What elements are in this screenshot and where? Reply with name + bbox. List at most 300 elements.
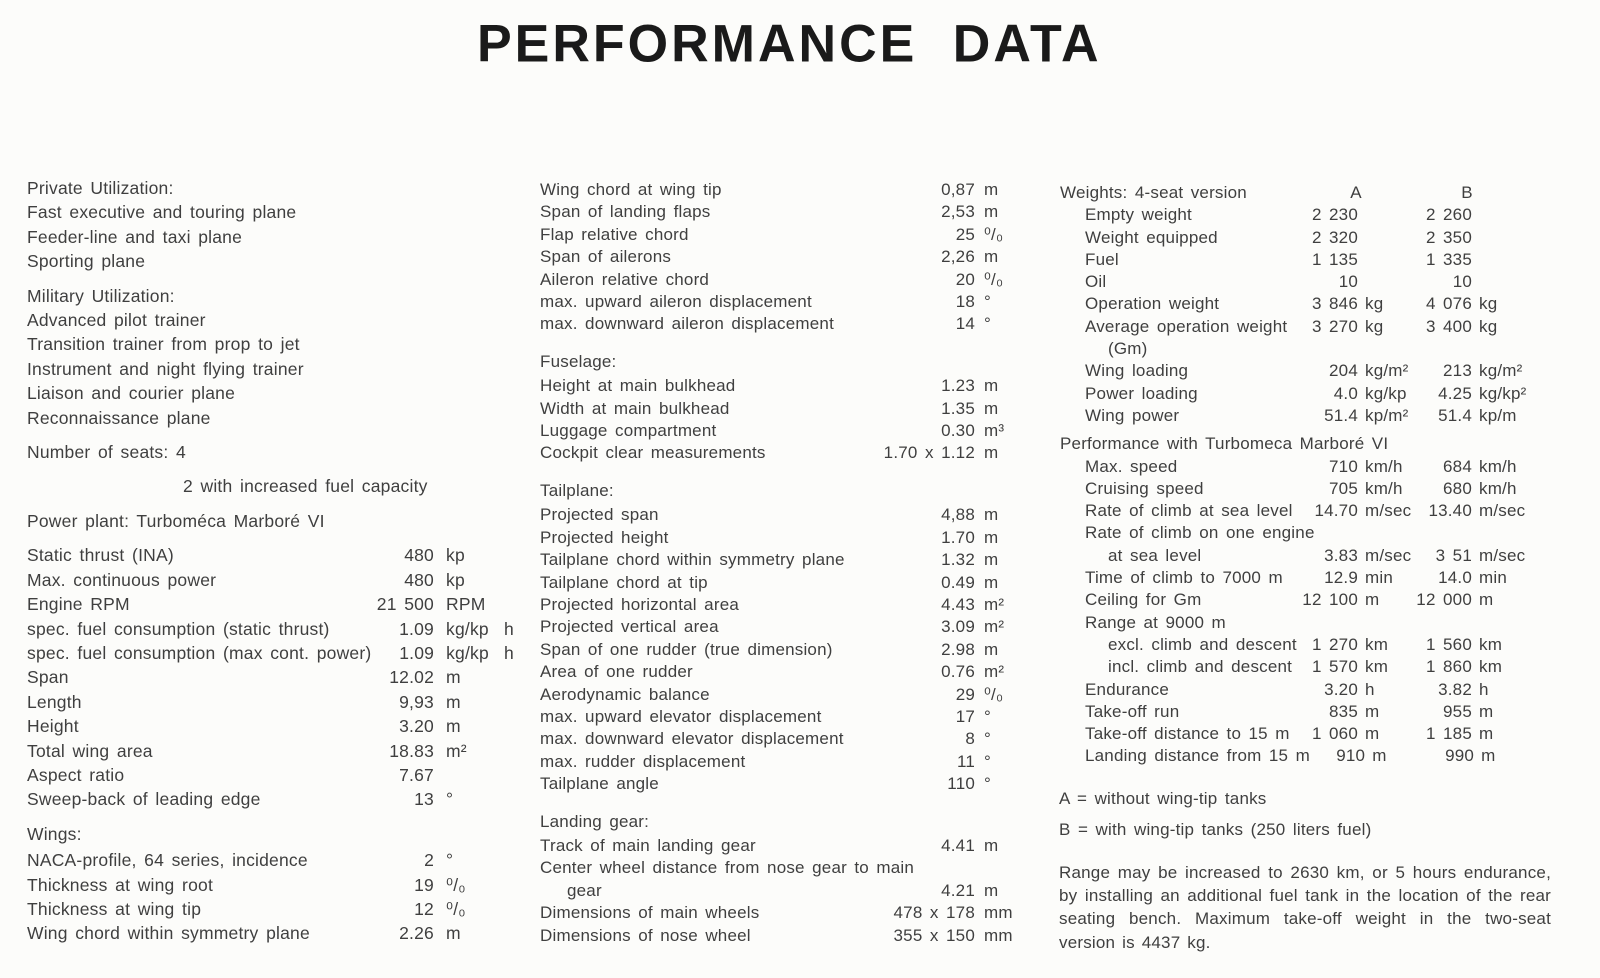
spec-label: Span of one rudder (true dimension) <box>540 639 833 659</box>
spec-value: 1.09 <box>399 618 434 639</box>
spec-unit-a: kg/m² <box>1365 361 1409 381</box>
spec-row <box>27 592 514 616</box>
spec-unit: m <box>984 202 999 222</box>
spec-value: 2 <box>424 850 434 871</box>
spec-row <box>540 572 1010 594</box>
spec-row <box>540 442 1010 464</box>
spec-value: 12 <box>414 898 434 919</box>
text-line: Center wheel distance from nose gear to main <box>540 858 915 878</box>
spec-label: Power loading <box>1085 383 1198 403</box>
spec-value-a: 14.70 <box>1314 501 1358 521</box>
spec-row <box>540 773 1010 795</box>
spec-value-b: 684 <box>1443 456 1472 476</box>
spec-value: 2,26 <box>941 247 975 267</box>
spec-row <box>1060 383 1527 405</box>
spec-unit: m <box>446 667 461 688</box>
spec-unit-b: m <box>1479 590 1494 610</box>
spec-unit: kp <box>446 545 465 566</box>
spec-unit: m² <box>984 662 1005 682</box>
spec-row <box>1060 360 1522 382</box>
spec-unit-b: h <box>1479 679 1489 699</box>
spec-label: Cruising speed <box>1085 478 1204 498</box>
spec-value-b: 1 560 <box>1425 634 1472 654</box>
spec-row <box>1060 589 1522 611</box>
column-left <box>27 176 514 946</box>
spec-label: at sea level <box>1108 545 1202 565</box>
spec-unit: mm <box>984 925 1013 945</box>
spec-label: Max. speed <box>1085 456 1178 476</box>
spec-value-b: 10 <box>1452 272 1472 292</box>
spec-unit: m <box>984 247 999 267</box>
spec-row <box>27 543 514 567</box>
spec-value: 7.67 <box>399 764 434 785</box>
spec-value-a: 705 <box>1329 478 1358 498</box>
spec-value: 20 <box>955 269 975 289</box>
spec-label: gear <box>567 880 602 900</box>
spec-value-a: 3 846 <box>1311 294 1358 314</box>
spec-row <box>1060 545 1526 567</box>
spec-label: Endurance <box>1085 679 1170 699</box>
spec-unit-a <box>1358 271 1412 293</box>
spec-value: 110 <box>947 774 975 794</box>
footnote-a: A = without wing-tip tanks <box>1059 789 1267 808</box>
spec-value-a: 204 <box>1329 361 1358 381</box>
spec-label: max. upward elevator displacement <box>540 706 822 726</box>
spec-label: Tailplane angle <box>540 774 659 794</box>
spec-value-b: 2 260 <box>1425 205 1472 225</box>
spec-value: 355 x 150 <box>893 925 975 945</box>
spec-label: Weights: 4-seat version <box>1060 183 1247 202</box>
spec-unit: ° <box>984 314 991 334</box>
spec-label: Take-off run <box>1085 701 1180 721</box>
spec-unit-a: km <box>1365 657 1389 677</box>
spec-unit-b: km/h <box>1479 456 1517 476</box>
spec-row <box>540 375 1010 397</box>
spec-row <box>540 835 1010 857</box>
spec-value: 9,93 <box>399 691 434 712</box>
spec-label: Thickness at wing tip <box>27 898 202 919</box>
spec-value: 4,88 <box>941 505 975 525</box>
spec-value-a: 2 230 <box>1311 205 1358 225</box>
spec-value: 480 <box>404 569 434 590</box>
spec-label: Projected vertical area <box>540 617 719 637</box>
section <box>540 811 1013 947</box>
section-heading: Landing gear: <box>540 811 650 831</box>
spec-row <box>1060 271 1522 293</box>
spec-label: Span <box>27 667 69 688</box>
spec-unit-b: kp/m <box>1479 405 1517 425</box>
spec-label: Wing chord at wing tip <box>540 180 722 199</box>
spec-unit-b: m/sec <box>1479 545 1526 565</box>
spec-row <box>540 179 1010 201</box>
section <box>540 179 1010 336</box>
spec-unit-a: m <box>1365 701 1380 721</box>
spec-label: Aspect ratio <box>27 764 125 785</box>
spec-unit: m <box>446 923 461 944</box>
spec-label: Height <box>27 716 79 737</box>
spec-row <box>540 902 1013 924</box>
spec-unit-b: km <box>1479 657 1503 677</box>
spec-unit-b <box>1472 204 1522 226</box>
spec-label: Wing chord within symmetry plane <box>27 923 310 944</box>
spec-value-b: 680 <box>1443 478 1472 498</box>
spec-row <box>27 787 514 811</box>
spec-label: Aileron relative chord <box>540 269 710 289</box>
spec-label: Aerodynamic balance <box>540 684 710 704</box>
spec-row <box>540 398 1010 420</box>
spec-label: Weight equipped <box>1085 227 1218 247</box>
spec-row <box>540 616 1010 638</box>
column-right <box>1060 182 1527 768</box>
spec-row <box>540 313 1010 335</box>
spec-value: 1.35 <box>941 398 975 418</box>
spec-value: 0.30 <box>941 421 975 441</box>
spec-label: Fuel <box>1085 249 1119 269</box>
spec-label: max. upward aileron displacement <box>540 292 812 312</box>
spec-unit-b: kg <box>1479 294 1498 314</box>
spec-row <box>27 641 514 665</box>
spec-value-a: 1 270 <box>1311 634 1358 654</box>
spec-row <box>540 246 1010 268</box>
spec-value: 2,53 <box>941 202 975 222</box>
spec-value-b: 2 350 <box>1425 227 1472 247</box>
spec-unit-b: m <box>1481 746 1496 766</box>
spec-value-b: 213 <box>1443 361 1472 381</box>
spec-value: 0,87 <box>941 180 975 199</box>
spec-label: Width at main bulkhead <box>540 398 730 418</box>
text-line: 2 with increased fuel capacity <box>183 476 428 497</box>
spec-row <box>1060 679 1522 701</box>
spec-value: 2.26 <box>399 923 434 944</box>
spec-unit-b: m/sec <box>1479 501 1526 521</box>
spec-value: 1.70 <box>941 527 975 547</box>
spec-value: 18 <box>955 292 975 312</box>
spec-value-b: 14.0 <box>1438 568 1472 588</box>
spec-row <box>540 269 1010 291</box>
text-line: Reconnaissance plane <box>27 407 211 428</box>
spec-value: 11 <box>956 751 975 771</box>
spec-label: Area of one rudder <box>540 662 693 682</box>
spec-unit-a: h <box>1365 679 1375 699</box>
spec-value-b: 955 <box>1443 701 1472 721</box>
spec-label: Empty weight <box>1085 205 1192 225</box>
text-line: Power plant: Turboméca Marboré VI <box>27 510 325 531</box>
text-line: Rate of climb on one engine <box>1085 523 1315 543</box>
spec-row <box>1060 316 1522 338</box>
spec-value-a: 1 135 <box>1311 249 1358 269</box>
spec-row <box>1060 656 1522 678</box>
spec-value: 0.49 <box>941 572 975 592</box>
section-heading: Tailplane: <box>540 480 614 500</box>
spec-unit-a: m <box>1365 590 1380 610</box>
spec-unit: m <box>984 505 999 525</box>
spec-row <box>540 639 1010 661</box>
text-line: Number of seats: 4 <box>27 442 186 463</box>
section <box>27 822 514 946</box>
spec-label: Span of landing flaps <box>540 202 711 222</box>
section <box>1060 433 1526 767</box>
spec-unit-b: km/h <box>1479 478 1517 498</box>
spec-value: 29 <box>955 684 975 704</box>
spec-value-b: 3 51 <box>1435 545 1472 565</box>
spec-unit-b <box>1472 271 1522 293</box>
spec-value: 25 <box>955 224 975 244</box>
spec-unit: ° <box>984 751 991 771</box>
spec-value: 2.98 <box>941 639 975 659</box>
spec-unit: kg/kp h <box>446 618 514 639</box>
spec-value: 480 <box>404 545 434 566</box>
spec-unit-b <box>1472 227 1522 249</box>
page-title: PERFORMANCE DATA <box>477 14 1102 74</box>
spec-unit: ⁰/₀ <box>984 269 1004 289</box>
spec-row <box>540 201 1010 223</box>
spec-unit: m <box>984 880 999 900</box>
spec-unit-a: m/sec <box>1365 545 1412 565</box>
spec-row <box>540 728 1010 750</box>
spec-unit-a <box>1358 227 1412 249</box>
spec-unit-a: kp/m² <box>1365 405 1409 425</box>
spec-label: Rate of climb at sea level <box>1085 501 1293 521</box>
section <box>540 480 1010 796</box>
spec-unit: ⁰/₀ <box>446 898 466 919</box>
spec-unit-b: m <box>1479 724 1494 744</box>
section <box>27 440 514 464</box>
text-line: Range at 9000 m <box>1085 612 1226 632</box>
spec-row <box>27 848 514 872</box>
spec-label: Span of ailerons <box>540 247 672 267</box>
spec-value: 18.83 <box>389 740 434 761</box>
spec-row <box>1060 478 1522 500</box>
spec-label: Sweep-back of leading edge <box>27 789 261 810</box>
spec-value: 14 <box>955 314 975 334</box>
spec-label: spec. fuel consumption (static thrust) <box>27 618 330 639</box>
spec-unit: ⁰/₀ <box>446 874 466 895</box>
spec-row <box>540 706 1010 728</box>
spec-row <box>1060 227 1522 249</box>
spec-unit: ° <box>984 774 991 794</box>
section <box>27 509 514 533</box>
text-line: Performance with Turbomeca Marboré VI <box>1060 434 1389 454</box>
spec-row <box>27 921 514 945</box>
spec-row <box>540 291 1010 313</box>
spec-row <box>1060 500 1526 522</box>
spec-row <box>1060 723 1522 745</box>
spec-value-b: 3.82 <box>1438 679 1472 699</box>
spec-value: 478 x 178 <box>893 903 975 923</box>
spec-row <box>27 665 514 689</box>
spec-label: Tailplane chord within symmetry plane <box>540 550 845 570</box>
spec-label: Height at main bulkhead <box>540 376 736 396</box>
spec-unit: m <box>984 376 999 396</box>
spec-label: incl. climb and descent <box>1108 657 1293 677</box>
spec-value: 1.70 x 1.12 <box>883 443 975 463</box>
spec-row <box>1060 634 1522 656</box>
text-line: Feeder-line and taxi plane <box>27 226 243 247</box>
spec-row <box>1060 204 1522 226</box>
spec-unit-b <box>1472 249 1522 271</box>
spec-row <box>540 751 1010 773</box>
spec-value: 4.21 <box>941 880 975 900</box>
spec-unit-b: kg <box>1479 316 1498 336</box>
spec-value-a: 710 <box>1329 456 1358 476</box>
spec-row <box>540 504 1010 526</box>
spec-label: Max. continuous power <box>27 569 217 590</box>
spec-row <box>1060 701 1522 723</box>
spec-label: max. rudder displacement <box>540 751 746 771</box>
spec-value-a: 3.20 <box>1324 679 1358 699</box>
spec-unit: m² <box>446 740 467 761</box>
spec-label: Thickness at wing root <box>27 874 214 895</box>
spec-value-b: 51.4 <box>1438 405 1472 425</box>
column-middle <box>540 179 1013 947</box>
spec-value-a: 3 270 <box>1311 316 1358 336</box>
spec-unit-b: km <box>1479 634 1503 654</box>
spec-unit-b: min <box>1479 568 1507 588</box>
section <box>1060 182 1527 427</box>
spec-unit: m <box>446 716 461 737</box>
text-line: (Gm) <box>1108 339 1148 359</box>
spec-row <box>1060 745 1522 767</box>
spec-row <box>540 594 1010 616</box>
section <box>27 284 514 430</box>
spec-label: NACA-profile, 64 series, incidence <box>27 850 308 871</box>
spec-value-a: A <box>1350 183 1362 202</box>
spec-row <box>27 897 514 921</box>
spec-unit-a: kg <box>1365 294 1384 314</box>
spec-label: Landing distance from 15 m <box>1085 746 1310 766</box>
spec-label: Ceiling for Gm <box>1085 590 1202 610</box>
spec-label: Cockpit clear measurements <box>540 443 766 463</box>
spec-label: max. downward aileron displacement <box>540 314 834 334</box>
spec-value-a: 2 320 <box>1311 227 1358 247</box>
spec-unit: ° <box>446 850 454 871</box>
spec-row <box>540 684 1010 706</box>
spec-value: 12.02 <box>389 667 434 688</box>
section-heading: Fuselage: <box>540 351 617 371</box>
spec-row <box>27 873 514 897</box>
spec-row <box>27 568 514 592</box>
spec-unit: m <box>984 572 999 592</box>
text-line: Sporting plane <box>27 251 146 272</box>
spec-label: Flap relative chord <box>540 224 689 244</box>
spec-value: 1.09 <box>399 642 435 663</box>
spec-value-b: 990 <box>1445 746 1475 766</box>
spec-row <box>27 739 514 763</box>
spec-row <box>1060 293 1522 315</box>
spec-row <box>27 617 514 641</box>
spec-unit-a: kg/kp <box>1365 383 1407 403</box>
spec-row <box>1060 456 1522 478</box>
spec-unit-a: km/h <box>1365 456 1403 476</box>
spec-row <box>540 925 1013 947</box>
spec-unit: ° <box>984 292 991 312</box>
spec-unit: m <box>984 527 999 547</box>
spec-row <box>27 714 514 738</box>
spec-unit: ° <box>446 789 454 810</box>
section <box>540 351 1010 465</box>
text-line: Fast executive and touring plane <box>27 202 297 223</box>
spec-value: 4.43 <box>941 594 975 614</box>
spec-value: 3.20 <box>399 716 434 737</box>
spec-row <box>540 420 1010 442</box>
spec-row <box>27 690 514 714</box>
spec-unit: RPM <box>446 594 486 615</box>
spec-unit-a: min <box>1365 568 1393 588</box>
spec-value-a: 1 060 <box>1311 724 1358 744</box>
spec-unit: m³ <box>984 421 1005 441</box>
spec-unit: m <box>984 443 999 463</box>
spec-value-b: 1 185 <box>1425 724 1472 744</box>
spec-row <box>540 661 1010 683</box>
spec-value-a: 835 <box>1329 701 1358 721</box>
spec-row <box>1060 405 1522 427</box>
spec-row <box>540 880 1010 902</box>
spec-unit-a <box>1358 204 1412 226</box>
spec-row <box>1060 567 1522 589</box>
spec-row <box>27 763 514 787</box>
spec-row <box>1060 182 1522 204</box>
section <box>27 474 514 498</box>
spec-value-a: 12 100 <box>1302 590 1358 610</box>
spec-label: Wing power <box>1085 405 1180 425</box>
spec-unit-a <box>1358 249 1412 271</box>
spec-value-a: 12.9 <box>1324 568 1358 588</box>
spec-row <box>1060 249 1522 271</box>
spec-unit: m² <box>984 594 1005 614</box>
spec-unit: m <box>984 550 999 570</box>
text-line: Instrument and night flying trainer <box>27 358 304 379</box>
text-line: Transition trainer from prop to jet <box>27 334 300 355</box>
spec-value-b: 1 860 <box>1425 657 1472 677</box>
spec-value-a: 910 <box>1336 746 1366 766</box>
spec-value-b: 12 000 <box>1416 590 1472 610</box>
spec-label: Tailplane chord at tip <box>540 572 708 592</box>
spec-value-a: 3.83 <box>1324 545 1358 565</box>
spec-unit: m <box>984 398 999 418</box>
spec-label: Take-off distance to 15 m <box>1085 724 1290 744</box>
spec-label: max. downward elevator displacement <box>540 729 844 749</box>
spec-unit-b: m <box>1479 701 1494 721</box>
spec-value: 13 <box>414 789 434 810</box>
spec-label: Time of climb to 7000 m <box>1085 568 1283 588</box>
spec-value: 21 500 <box>376 594 434 615</box>
spec-label: spec. fuel consumption (max cont. power) <box>27 642 372 663</box>
spec-label: Projected span <box>540 505 659 525</box>
spec-unit-b: kg/m² <box>1479 361 1523 381</box>
spec-unit <box>434 763 514 787</box>
spec-label: Projected horizontal area <box>540 594 740 614</box>
spec-label: Length <box>27 691 82 712</box>
spec-value: 17 <box>955 706 975 726</box>
spec-unit: m² <box>984 617 1005 637</box>
section <box>27 176 514 274</box>
spec-label: Oil <box>1085 272 1107 292</box>
spec-unit: ⁰/₀ <box>984 684 1004 704</box>
spec-label: Projected height <box>540 527 669 547</box>
spec-unit-a: kg <box>1365 316 1384 336</box>
spec-value: 0.76 <box>941 662 975 682</box>
spec-value-a: 51.4 <box>1324 405 1358 425</box>
text-line: Military Utilization: <box>27 285 175 306</box>
spec-unit: m <box>446 691 461 712</box>
spec-value: 1.32 <box>941 550 975 570</box>
spec-value-b: 4.25 <box>1438 383 1472 403</box>
spec-unit: mm <box>984 903 1013 923</box>
spec-unit: m <box>984 639 999 659</box>
spec-value-a: 10 <box>1338 272 1358 292</box>
spec-unit-b: kg/kp² <box>1479 383 1527 403</box>
spec-unit-a: m/sec <box>1365 501 1412 521</box>
